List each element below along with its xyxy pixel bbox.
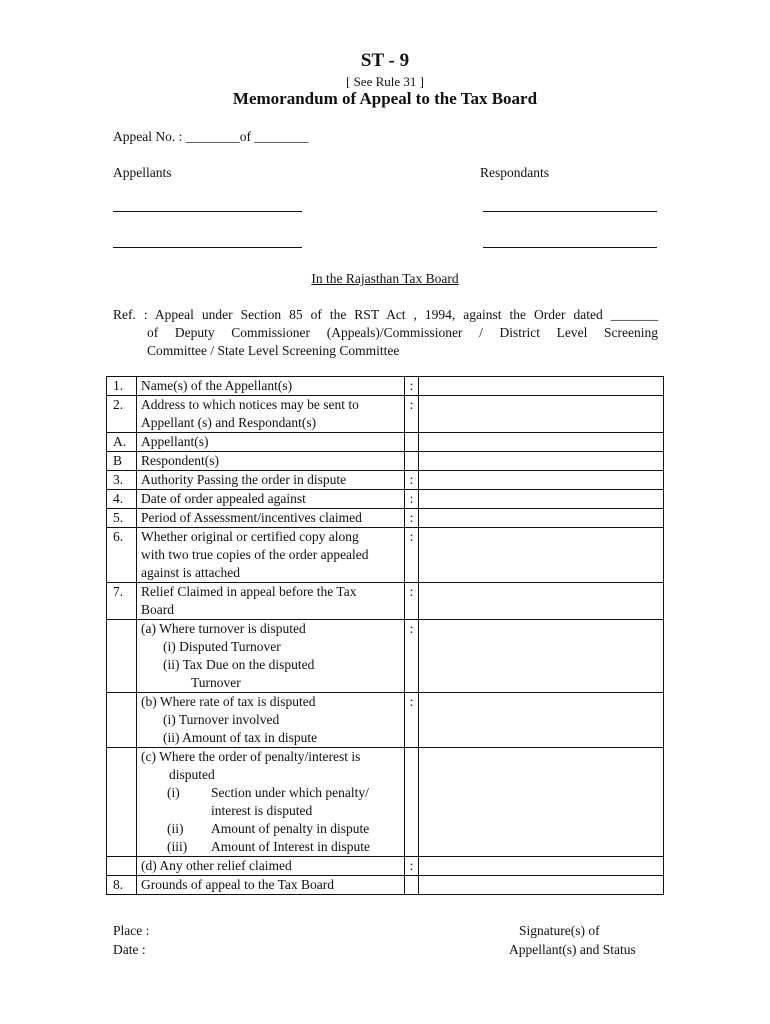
- sub-item-text: Amount of Interest in dispute: [211, 839, 370, 854]
- appellant-blank-line-2: [113, 247, 302, 248]
- form-code: ST - 9: [360, 50, 410, 71]
- place-label: Place :: [113, 923, 150, 938]
- date-label: Date :: [113, 942, 146, 957]
- row-label: [137, 396, 405, 433]
- row-label-line: Address to which notices may be sent to: [141, 397, 359, 412]
- relief-claimed-field[interactable]: [419, 583, 664, 620]
- board-heading: In the Rajasthan Tax Board: [311, 271, 459, 286]
- row-label-line: (b) Where rate of tax is disputed: [141, 694, 316, 709]
- sub-item-number: [141, 802, 211, 820]
- row-label: [137, 693, 405, 748]
- row-colon: [405, 433, 419, 452]
- rule-reference: [ See Rule 31 ]: [346, 74, 424, 89]
- other-relief-field[interactable]: [419, 857, 664, 876]
- row-label: [137, 528, 405, 583]
- appeal-form-table: [106, 376, 664, 895]
- appellant-address-field[interactable]: [419, 433, 664, 452]
- row-label-line: (ii) Amount of tax in dispute: [163, 730, 318, 745]
- row-colon: [405, 876, 419, 895]
- row-label: [137, 620, 405, 693]
- row-colon: [405, 748, 419, 857]
- row-label: Authority Passing the order in dispute: [137, 471, 405, 490]
- table-row: [107, 377, 664, 396]
- row-number: [107, 620, 137, 693]
- row-colon: :: [405, 509, 419, 528]
- tax-rate-dispute-field[interactable]: [419, 693, 664, 748]
- table-row: [107, 876, 664, 895]
- authority-field[interactable]: [419, 471, 664, 490]
- row-colon: :: [405, 396, 419, 433]
- sub-item-text: Section under which penalty/: [211, 785, 369, 800]
- respondent-address-field[interactable]: [419, 452, 664, 471]
- row-label: [137, 583, 405, 620]
- reference-line-3: Committee / State Level Screening Committee: [147, 343, 400, 358]
- row-label-line: Appellant (s) and Respondant(s): [141, 415, 317, 430]
- table-row: [107, 490, 664, 509]
- row-colon: :: [405, 377, 419, 396]
- row-colon: :: [405, 620, 419, 693]
- reference-paragraph: [113, 306, 658, 360]
- row-label: [137, 748, 405, 857]
- table-row: [107, 528, 664, 583]
- row-label: Date of order appealed against: [137, 490, 405, 509]
- row-number: 5.: [107, 509, 137, 528]
- row-label-line: (i) Disputed Turnover: [163, 639, 281, 654]
- row-label-line: with two true copies of the order appealed: [141, 547, 369, 562]
- row-label-line: (c) Where the order of penalty/interest is: [141, 749, 361, 764]
- row-number: [107, 857, 137, 876]
- row-number: 1.: [107, 377, 137, 396]
- reference-line-2: of Deputy Commissioner (Appeals)/Commissioner / District Level Screening: [147, 325, 658, 340]
- respondants-label: Respondants: [480, 165, 549, 180]
- row-colon: :: [405, 693, 419, 748]
- table-row: [107, 620, 664, 693]
- row-label: (d) Any other relief claimed: [137, 857, 405, 876]
- notice-address-field[interactable]: [419, 396, 664, 433]
- penalty-dispute-field[interactable]: [419, 748, 664, 857]
- table-row: [107, 471, 664, 490]
- copy-attached-field[interactable]: [419, 528, 664, 583]
- respondant-blank-line-1: [483, 211, 657, 212]
- row-colon: :: [405, 857, 419, 876]
- sub-item-text: interest is disputed: [211, 803, 313, 818]
- row-label-line: against is attached: [141, 565, 240, 580]
- sub-item-text: Amount of penalty in dispute: [211, 821, 370, 836]
- signature-status-label: Appellant(s) and Status: [509, 942, 636, 957]
- grounds-field[interactable]: [419, 876, 664, 895]
- row-number: 8.: [107, 876, 137, 895]
- table-row: [107, 693, 664, 748]
- appellants-label: Appellants: [113, 165, 172, 180]
- appellant-blank-line-1: [113, 211, 302, 212]
- appellant-name-field[interactable]: [419, 377, 664, 396]
- page-title: Memorandum of Appeal to the Tax Board: [232, 89, 538, 108]
- row-label: Period of Assessment/incentives claimed: [137, 509, 405, 528]
- appeal-number: Appeal No. : ________of ________: [113, 129, 309, 144]
- row-number: 4.: [107, 490, 137, 509]
- row-number: 2.: [107, 396, 137, 433]
- row-label: Appellant(s): [137, 433, 405, 452]
- row-colon: :: [405, 528, 419, 583]
- signature-label: Signature(s) of: [519, 923, 600, 938]
- row-number: A.: [107, 433, 137, 452]
- table-row: [107, 583, 664, 620]
- reference-line-1: Ref. : Appeal under Section 85 of the RST Act , 1994, against the Order dated _______: [113, 307, 658, 322]
- row-number: [107, 693, 137, 748]
- row-label: Name(s) of the Appellant(s): [137, 377, 405, 396]
- turnover-dispute-field[interactable]: [419, 620, 664, 693]
- order-date-field[interactable]: [419, 490, 664, 509]
- row-label-line: Relief Claimed in appeal before the Tax: [141, 584, 357, 599]
- table-row: [107, 857, 664, 876]
- row-label-line: Whether original or certified copy along: [141, 529, 359, 544]
- table-row: [107, 748, 664, 857]
- row-colon: [405, 452, 419, 471]
- row-number: 6.: [107, 528, 137, 583]
- sub-item-number: (iii): [167, 839, 188, 854]
- row-number: [107, 748, 137, 857]
- row-label-line: [141, 784, 400, 802]
- table-row: [107, 452, 664, 471]
- row-colon: :: [405, 471, 419, 490]
- row-label-line: (a) Where turnover is disputed: [141, 621, 306, 636]
- row-label-line: (ii) Tax Due on the disputed: [163, 657, 315, 672]
- row-label-line: Turnover: [191, 675, 241, 690]
- table-row: [107, 433, 664, 452]
- row-label: Respondent(s): [137, 452, 405, 471]
- row-label: Grounds of appeal to the Tax Board: [137, 876, 405, 895]
- assessment-period-field[interactable]: [419, 509, 664, 528]
- row-number: 3.: [107, 471, 137, 490]
- row-label-line: [141, 838, 400, 856]
- row-number: 7.: [107, 583, 137, 620]
- row-colon: :: [405, 490, 419, 509]
- table-row: [107, 396, 664, 433]
- row-number: B: [107, 452, 137, 471]
- respondant-blank-line-2: [483, 247, 657, 248]
- row-label-line: [141, 802, 400, 820]
- row-colon: :: [405, 583, 419, 620]
- sub-item-number: (i): [167, 785, 180, 800]
- row-label-line: (i) Turnover involved: [163, 712, 280, 727]
- row-label-line: disputed: [169, 767, 215, 782]
- row-label-line: Board: [141, 602, 174, 617]
- table-row: [107, 509, 664, 528]
- sub-item-number: (ii): [167, 821, 184, 836]
- row-label-line: [141, 820, 400, 838]
